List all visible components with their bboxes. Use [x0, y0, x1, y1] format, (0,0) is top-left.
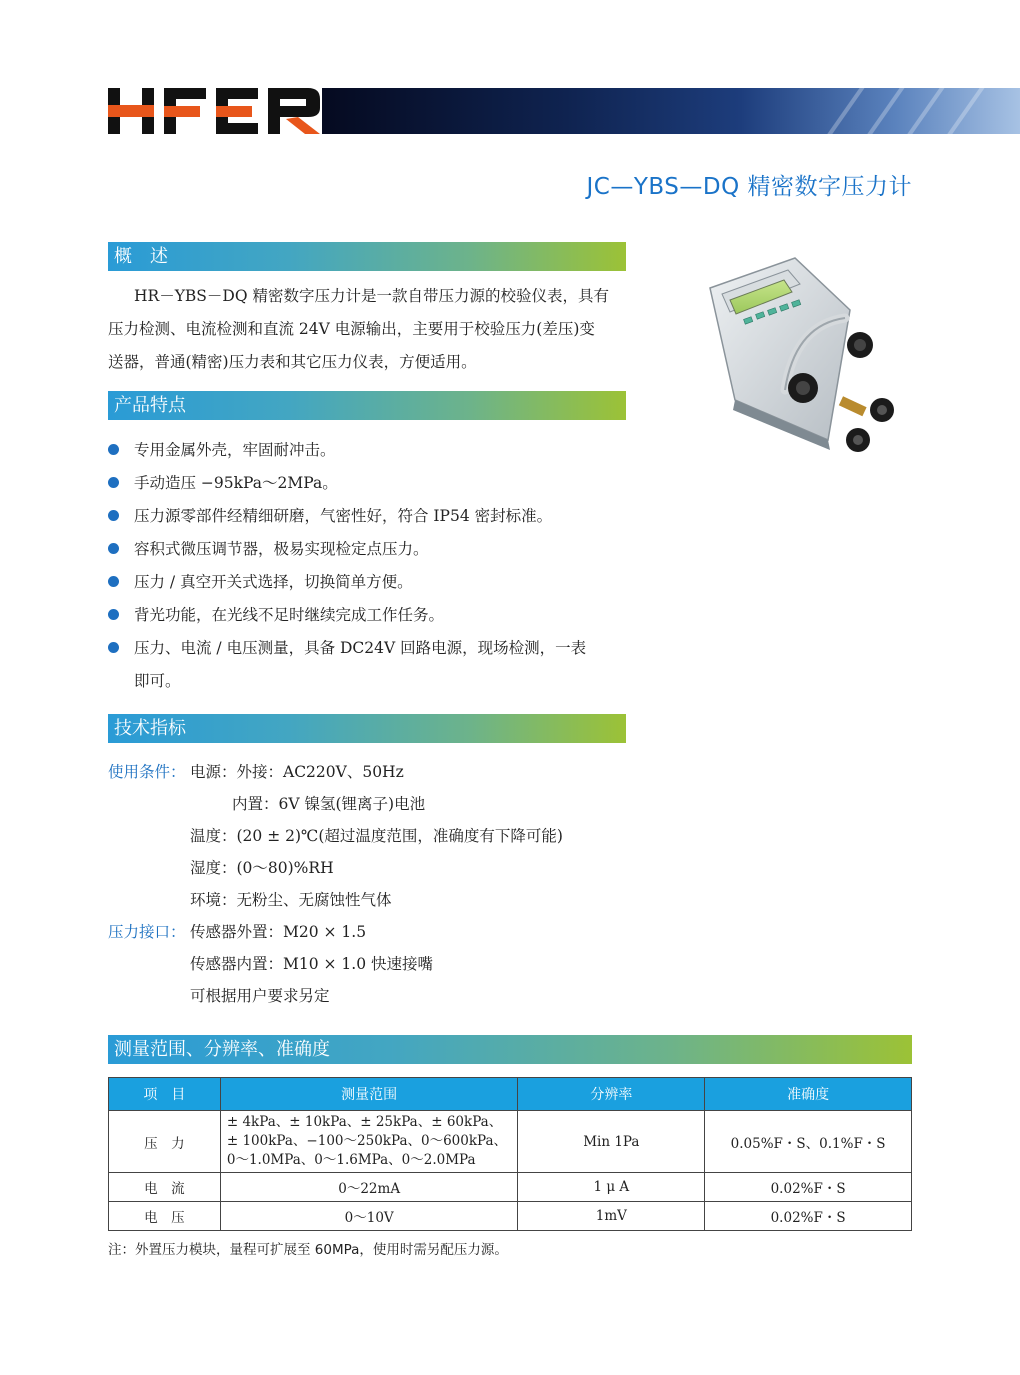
bullet-icon [108, 576, 119, 587]
spec-row [108, 788, 668, 820]
column-header: 准确度 [705, 1078, 912, 1111]
section-measurement-header: 测量范围、分辨率、准确度 [108, 1035, 912, 1064]
overview-text [108, 280, 638, 379]
range-line: 0～1.0MPa、0～1.6MPa、0～2.0MPa [226, 1152, 476, 1168]
bullet-icon [108, 444, 119, 455]
table-row [109, 1111, 912, 1173]
table-cell: 0.05%F・S、0.1%F・S [705, 1111, 912, 1173]
spec-line: 环境：无粉尘、无腐蚀性气体 [190, 891, 392, 909]
bullet-icon [108, 477, 119, 488]
measurement-table [108, 1077, 912, 1231]
table-cell: 压 力 [109, 1111, 221, 1173]
spec-line: 电源：外接：AC220V、50Hz [190, 763, 404, 781]
feature-item: 容积式微压调节器，极易实现检定点压力。 [108, 533, 638, 566]
spec-row [108, 980, 668, 1012]
spec-row [108, 756, 668, 788]
range-line: ± 4kPa、± 10kPa、± 25kPa、± 60kPa、 [226, 1114, 503, 1130]
table-header-row [109, 1078, 912, 1111]
overview-line: 压力检测、电流检测和直流 24V 电源输出，主要用于校验压力(差压)变 [108, 320, 595, 338]
table-cell: 电 压 [109, 1202, 221, 1231]
pressure-calibrator-image [700, 250, 920, 460]
table-row [109, 1173, 912, 1202]
section-tech-header: 技术指标 [108, 714, 626, 743]
feature-item: 压力源零部件经精细研磨，气密性好，符合 IP54 密封标准。 [108, 500, 638, 533]
spec-row [108, 916, 668, 948]
spec-use-label: 使用条件： [108, 763, 186, 781]
spec-line: 可根据用户要求另定 [190, 987, 330, 1005]
feature-list [108, 434, 638, 698]
bullet-icon [108, 642, 119, 653]
table-cell: 0.02%F・S [705, 1173, 912, 1202]
table-cell: Min 1Pa [518, 1111, 705, 1173]
footnote: 注：外置压力模块，量程可扩展至 60MPa，使用时需另配压力源。 [108, 1242, 508, 1258]
feature-item: 背光功能，在光线不足时继续完成工作任务。 [108, 599, 638, 632]
spec-row [108, 852, 668, 884]
spec-row [108, 820, 668, 852]
column-header: 分辨率 [518, 1078, 705, 1111]
table-cell: 1 μ A [518, 1173, 705, 1202]
table-cell: 0～22mA [220, 1173, 518, 1202]
table-cell [220, 1111, 518, 1173]
spec-line: 内置：6V 镍氢(锂离子)电池 [232, 795, 426, 813]
feature-item: 手动造压 −95kPa～2MPa。 [108, 467, 638, 500]
page-title: JC—YBS—DQ 精密数字压力计 [586, 174, 912, 200]
section-overview-header: 概 述 [108, 242, 626, 271]
spec-line: 湿度：(0～80)%RH [190, 859, 334, 877]
table-row [109, 1202, 912, 1231]
bullet-icon [108, 543, 119, 554]
range-line: ± 100kPa、−100～250kPa、0～600kPa、 [226, 1133, 508, 1149]
column-header: 项 目 [109, 1078, 221, 1111]
spec-row [108, 884, 668, 916]
spec-line: 传感器内置：M10 × 1.0 快速接嘴 [190, 955, 434, 973]
feature-item: 压力、电流 / 电压测量，具备 DC24V 回路电源，现场检测，一表 [108, 632, 638, 665]
table-cell: 电 流 [109, 1173, 221, 1202]
hfer-logo [108, 88, 322, 134]
header-banner [322, 88, 1020, 134]
overview-line: HR－YBS－DQ 精密数字压力计是一款自带压力源的校验仪表，具有 [134, 287, 609, 305]
bullet-icon [108, 510, 119, 521]
spec-row [108, 948, 668, 980]
spec-port-label: 压力接口： [108, 923, 186, 941]
column-header: 测量范围 [220, 1078, 518, 1111]
table-cell: 0.02%F・S [705, 1202, 912, 1231]
table-cell: 1mV [518, 1202, 705, 1231]
section-features-header: 产品特点 [108, 391, 626, 420]
feature-item: 压力 / 真空开关式选择，切换简单方便。 [108, 566, 638, 599]
spec-line: 温度：(20 ± 2)℃(超过温度范围，准确度有下降可能) [190, 827, 563, 845]
feature-continuation: 即可。 [134, 672, 181, 690]
bullet-icon [108, 609, 119, 620]
feature-item: 专用金属外壳，牢固耐冲击。 [108, 434, 638, 467]
table-cell: 0～10V [220, 1202, 518, 1231]
spec-line: 传感器外置：M20 × 1.5 [190, 923, 367, 941]
spec-list [108, 756, 668, 1012]
overview-line: 送器，普通(精密)压力表和其它压力仪表，方便适用。 [108, 353, 477, 371]
